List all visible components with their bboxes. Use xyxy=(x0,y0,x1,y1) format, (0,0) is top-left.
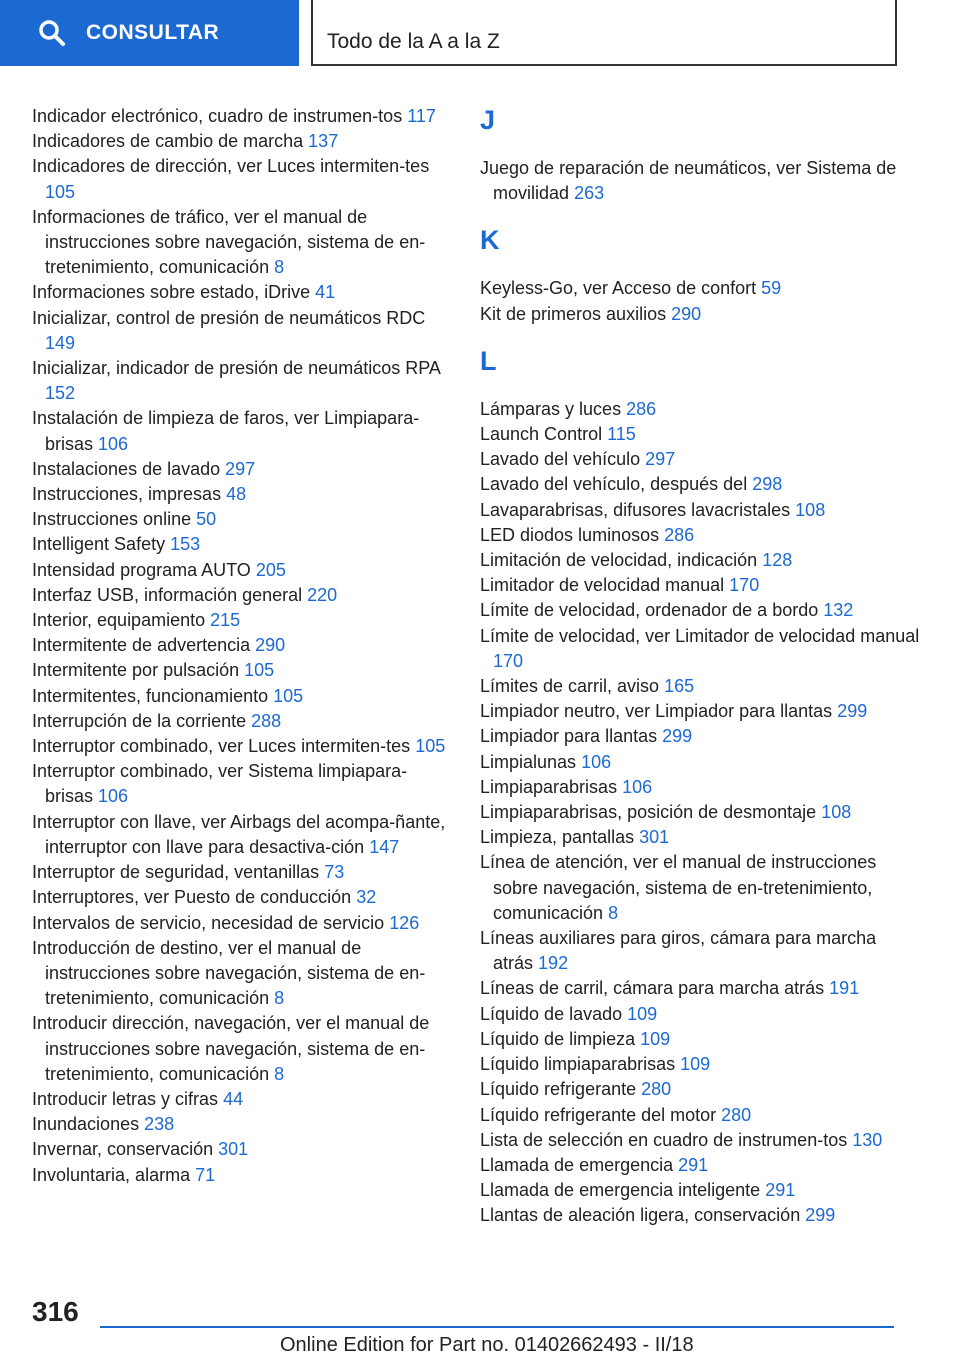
entry-text: Líquido limpiaparabrisas xyxy=(480,1054,676,1075)
index-entry xyxy=(32,1112,452,1137)
entry-text: Intermitentes, funcionamiento xyxy=(32,685,269,706)
page-reference-link[interactable]: 301 xyxy=(639,827,670,848)
index-column-right xyxy=(480,104,920,1229)
page-reference-link[interactable]: 280 xyxy=(641,1079,672,1100)
index-entry xyxy=(32,205,452,281)
index-column-left xyxy=(32,104,452,1188)
page-reference-link[interactable]: 238 xyxy=(144,1114,175,1135)
index-entry xyxy=(32,406,452,456)
entry-text: Limpieza, pantallas xyxy=(480,827,635,848)
page-reference-link[interactable]: 59 xyxy=(761,278,782,299)
page-reference-link[interactable]: 73 xyxy=(324,862,345,883)
index-entry xyxy=(32,280,452,305)
index-entry xyxy=(32,583,452,608)
header-bar xyxy=(0,0,960,66)
page-reference-link[interactable]: 301 xyxy=(218,1139,249,1160)
entry-text: Interruptor combinado, ver Luces intermiten-tes xyxy=(32,736,411,757)
page-reference-link[interactable]: 205 xyxy=(255,559,286,580)
page-reference-link[interactable]: 137 xyxy=(308,131,339,152)
entry-text: Intervalos de servicio, necesidad de servicio xyxy=(32,912,385,933)
index-entry xyxy=(32,658,452,683)
index-entry xyxy=(480,624,920,674)
entry-text: Lista de selección en cuadro de instrumen-tos xyxy=(480,1129,848,1150)
page-reference-link[interactable]: 71 xyxy=(195,1164,216,1185)
search-icon xyxy=(38,19,66,47)
entry-text: Interruptor de seguridad, ventanillas xyxy=(32,862,320,883)
page-reference-link[interactable]: 263 xyxy=(574,183,605,204)
page-reference-link[interactable]: 291 xyxy=(678,1154,709,1175)
entry-text: Instrucciones online xyxy=(32,509,192,530)
footer-divider xyxy=(100,1326,894,1328)
entry-text: Invernar, conservación xyxy=(32,1139,214,1160)
page-reference-link[interactable]: 170 xyxy=(493,650,524,671)
entry-text: Limitador de velocidad manual xyxy=(480,575,725,596)
index-entry xyxy=(480,1153,920,1178)
entry-text: Informaciones de tráfico, ver el manual de instrucciones sobre navegación, sistema de en-tretenimiento, comunicación xyxy=(32,206,426,278)
entry-text: Interrupción de la corriente xyxy=(32,710,247,731)
page-reference-link[interactable]: 192 xyxy=(538,953,569,974)
page-reference-link[interactable]: 109 xyxy=(640,1028,671,1049)
entry-text: Indicadores de cambio de marcha xyxy=(32,131,304,152)
page-reference-link[interactable]: 105 xyxy=(273,685,304,706)
entry-text: Lavado del vehículo, después del xyxy=(480,474,748,495)
index-entry xyxy=(32,507,452,532)
entry-text: Interruptor combinado, ver Sistema limpiapara-brisas xyxy=(32,761,408,807)
index-entry xyxy=(32,608,452,633)
entry-text: Lavaparabrisas, difusores lavacristales xyxy=(480,499,791,520)
index-entry xyxy=(480,775,920,800)
entry-text: Líneas de carril, cámara para marcha atrás xyxy=(480,978,825,999)
index-entry xyxy=(32,129,452,154)
entry-text: Introducir letras y cifras xyxy=(32,1088,219,1109)
entry-text: Líquido de limpieza xyxy=(480,1028,636,1049)
index-entry xyxy=(32,936,452,1012)
entry-text: Límite de velocidad, ordenador de a bordo xyxy=(480,600,819,621)
index-entry xyxy=(480,1002,920,1027)
page-reference-link[interactable]: 298 xyxy=(752,474,783,495)
entry-text: Intermitente de advertencia xyxy=(32,635,251,656)
index-entry xyxy=(32,1163,452,1188)
index-entry xyxy=(480,750,920,775)
page-reference-link[interactable]: 109 xyxy=(627,1003,658,1024)
entry-text: Interruptores, ver Puesto de conducción xyxy=(32,887,352,908)
index-entry xyxy=(480,1203,920,1228)
page-reference-link[interactable]: 50 xyxy=(196,509,217,530)
page-reference-link[interactable]: 8 xyxy=(274,257,285,278)
page-reference-link[interactable]: 130 xyxy=(852,1129,883,1150)
entry-text: Kit de primeros auxilios xyxy=(480,303,667,324)
entry-text: Indicador electrónico, cuadro de instrumen-tos xyxy=(32,106,403,126)
index-entry xyxy=(32,911,452,936)
page-reference-link[interactable]: 106 xyxy=(98,786,129,807)
page-reference-link[interactable]: 153 xyxy=(170,534,201,555)
index-entry xyxy=(32,885,452,910)
index-entry xyxy=(480,472,920,497)
entry-text: Interfaz USB, información general xyxy=(32,584,303,605)
index-entry xyxy=(480,976,920,1001)
index-entry xyxy=(480,397,920,422)
section-letter: K xyxy=(480,225,500,256)
index-entry xyxy=(480,447,920,472)
index-entry xyxy=(480,825,920,850)
entry-text: Líquido refrigerante xyxy=(480,1079,637,1100)
entry-text: Intelligent Safety xyxy=(32,534,166,555)
entry-text: Informaciones sobre estado, iDrive xyxy=(32,282,311,303)
page-reference-link[interactable]: 286 xyxy=(626,398,657,419)
page-reference-link[interactable]: 108 xyxy=(821,802,852,823)
index-entry xyxy=(480,523,920,548)
index-entry xyxy=(480,276,920,301)
entry-text: Introducir dirección, navegación, ver el manual de instrucciones sobre navegación, sistema de en-tretenimiento, comunicación xyxy=(32,1013,430,1084)
entry-text: Involuntaria, alarma xyxy=(32,1164,191,1185)
index-entry xyxy=(480,1027,920,1052)
topic-label: Todo de la A a la Z xyxy=(327,30,500,53)
entry-text: Lámparas y luces xyxy=(480,398,622,419)
index-entry xyxy=(32,104,452,129)
page-reference-link[interactable]: 105 xyxy=(45,181,76,202)
page-reference-link[interactable]: 44 xyxy=(223,1088,244,1109)
index-entry xyxy=(32,1087,452,1112)
page-reference-link[interactable]: 170 xyxy=(729,575,760,596)
entry-text: Lavado del vehículo xyxy=(480,449,641,470)
entry-text: Introducción de destino, ver el manual de instrucciones sobre navegación, sistema de en-tretenimiento, comunicación xyxy=(32,937,426,1009)
page-reference-link[interactable]: 215 xyxy=(210,610,241,631)
index-entry xyxy=(32,759,452,809)
section-letter: L xyxy=(480,345,497,376)
index-entry xyxy=(480,724,920,749)
consult-label: CONSULTAR xyxy=(86,21,220,44)
index-entry xyxy=(32,356,452,406)
page-reference-link[interactable]: 32 xyxy=(356,887,377,908)
page-reference-link[interactable]: 291 xyxy=(765,1180,796,1201)
index-entry xyxy=(480,548,920,573)
index-entry xyxy=(32,154,452,204)
page-reference-link[interactable]: 8 xyxy=(608,902,619,923)
index-entry xyxy=(480,598,920,623)
index-entry xyxy=(32,633,452,658)
index-entry xyxy=(32,457,452,482)
page-reference-link[interactable]: 109 xyxy=(680,1054,711,1075)
entry-text: LED diodos luminosos xyxy=(480,524,660,545)
edition-footer: Online Edition for Part no. 01402662493 - II/18 xyxy=(280,1334,694,1356)
page-reference-link[interactable]: 8 xyxy=(274,988,285,1009)
page-reference-link[interactable]: 117 xyxy=(407,106,436,126)
index-entry xyxy=(32,709,452,734)
entry-text: Indicadores de dirección, ver Luces intermiten-tes xyxy=(32,156,430,177)
entry-text: Instalación de limpieza de faros, ver Limpiapara-brisas xyxy=(32,408,420,454)
entry-text: Limpialunas xyxy=(480,751,577,772)
index-entry xyxy=(32,810,452,860)
page-reference-link[interactable]: 106 xyxy=(98,433,129,454)
index-entry xyxy=(480,156,920,206)
entry-text: Instrucciones, impresas xyxy=(32,484,222,505)
index-entry xyxy=(480,1128,920,1153)
index-entry xyxy=(32,860,452,885)
page-reference-link[interactable]: 149 xyxy=(45,332,76,353)
index-entry xyxy=(32,1137,452,1162)
page-reference-link[interactable]: 106 xyxy=(622,776,653,797)
page-reference-link[interactable]: 290 xyxy=(671,303,702,324)
entry-text: Keyless-Go, ver Acceso de confort xyxy=(480,278,757,299)
index-entry xyxy=(32,734,452,759)
page-reference-link[interactable]: 290 xyxy=(255,635,286,656)
index-entry xyxy=(480,926,920,976)
page-reference-link[interactable]: 152 xyxy=(45,383,76,404)
page-reference-link[interactable]: 280 xyxy=(721,1104,752,1125)
index-entry xyxy=(480,573,920,598)
entry-text: Intensidad programa AUTO xyxy=(32,559,251,580)
entry-text: Limpiador neutro, ver Limpiador para llantas xyxy=(480,701,833,722)
entry-text: Launch Control xyxy=(480,424,603,445)
entry-text: Limpiador para llantas xyxy=(480,726,658,747)
index-entry xyxy=(480,302,920,327)
entry-text: Llamada de emergencia xyxy=(480,1154,674,1175)
page-number: 316 xyxy=(32,1296,79,1327)
entry-text: Líquido refrigerante del motor xyxy=(480,1104,717,1125)
entry-text: Limpiaparabrisas, posición de desmontaje xyxy=(480,802,817,823)
page-reference-link[interactable]: 41 xyxy=(315,282,336,303)
index-entry xyxy=(480,699,920,724)
index-entry xyxy=(480,1103,920,1128)
entry-text: Instalaciones de lavado xyxy=(32,458,221,479)
page-reference-link[interactable]: 297 xyxy=(225,458,256,479)
entry-text: Limitación de velocidad, indicación xyxy=(480,550,758,571)
topic-tab[interactable] xyxy=(311,0,897,66)
page-reference-link[interactable]: 48 xyxy=(226,484,247,505)
entry-text: Inicializar, control de presión de neumáticos RDC xyxy=(32,307,426,328)
entry-text: Inundaciones xyxy=(32,1114,140,1135)
page-reference-link[interactable]: 286 xyxy=(664,524,695,545)
index-entry xyxy=(32,684,452,709)
page-reference-link[interactable]: 126 xyxy=(389,912,420,933)
entry-text: Línea de atención, ver el manual de instrucciones sobre navegación, sistema de en-tretenimiento, comunicación xyxy=(480,852,877,923)
page-reference-link[interactable]: 128 xyxy=(762,550,793,571)
page-reference-link[interactable]: 105 xyxy=(244,660,275,681)
index-entry xyxy=(480,422,920,447)
index-entry xyxy=(32,306,452,356)
page-reference-link[interactable]: 297 xyxy=(645,449,676,470)
page-reference-link[interactable]: 115 xyxy=(607,424,636,445)
index-entry xyxy=(480,850,920,926)
index-entry xyxy=(480,674,920,699)
index-entry xyxy=(32,532,452,557)
page-reference-link[interactable]: 132 xyxy=(823,600,854,621)
index-entry xyxy=(480,498,920,523)
index-entry xyxy=(32,482,452,507)
page-reference-link[interactable]: 165 xyxy=(664,676,695,697)
entry-text: Interruptor con llave, ver Airbags del acompa-ñante, interruptor con llave para desactiva-ción xyxy=(32,811,446,857)
entry-text: Límites de carril, aviso xyxy=(480,676,660,697)
entry-text: Limpiaparabrisas xyxy=(480,776,618,797)
entry-text: Líneas auxiliares para giros, cámara para marcha atrás xyxy=(480,928,877,974)
page-reference-link[interactable]: 106 xyxy=(581,751,612,772)
index-entry xyxy=(480,1052,920,1077)
page-reference-link[interactable]: 288 xyxy=(251,710,282,731)
index-entry xyxy=(480,1077,920,1102)
entry-text: Llamada de emergencia inteligente xyxy=(480,1180,761,1201)
index-entry xyxy=(480,1178,920,1203)
page-reference-link[interactable]: 108 xyxy=(795,499,826,520)
page-reference-link[interactable]: 147 xyxy=(369,836,400,857)
page-reference-link[interactable]: 299 xyxy=(805,1205,836,1226)
index-entry xyxy=(480,800,920,825)
page-reference-link[interactable]: 105 xyxy=(415,736,446,757)
page-reference-link[interactable]: 299 xyxy=(837,701,868,722)
page-reference-link[interactable]: 8 xyxy=(274,1063,285,1084)
index-entry xyxy=(32,558,452,583)
entry-text: Interior, equipamiento xyxy=(32,610,206,631)
page-reference-link[interactable]: 220 xyxy=(307,584,338,605)
page-reference-link[interactable]: 191 xyxy=(829,978,860,999)
index-entry xyxy=(32,1011,452,1087)
entry-text: Llantas de aleación ligera, conservación xyxy=(480,1205,801,1226)
entry-text: Líquido de lavado xyxy=(480,1003,623,1024)
consult-button[interactable] xyxy=(0,0,299,66)
entry-text: Límite de velocidad, ver Limitador de velocidad manual xyxy=(480,625,920,646)
section-letter: J xyxy=(480,105,496,135)
entry-text: Intermitente por pulsación xyxy=(32,660,240,681)
page-reference-link[interactable]: 299 xyxy=(662,726,693,747)
entry-text: Juego de reparación de neumáticos, ver Sistema de movilidad xyxy=(480,158,897,204)
entry-text: Inicializar, indicador de presión de neumáticos RPA xyxy=(32,358,440,379)
